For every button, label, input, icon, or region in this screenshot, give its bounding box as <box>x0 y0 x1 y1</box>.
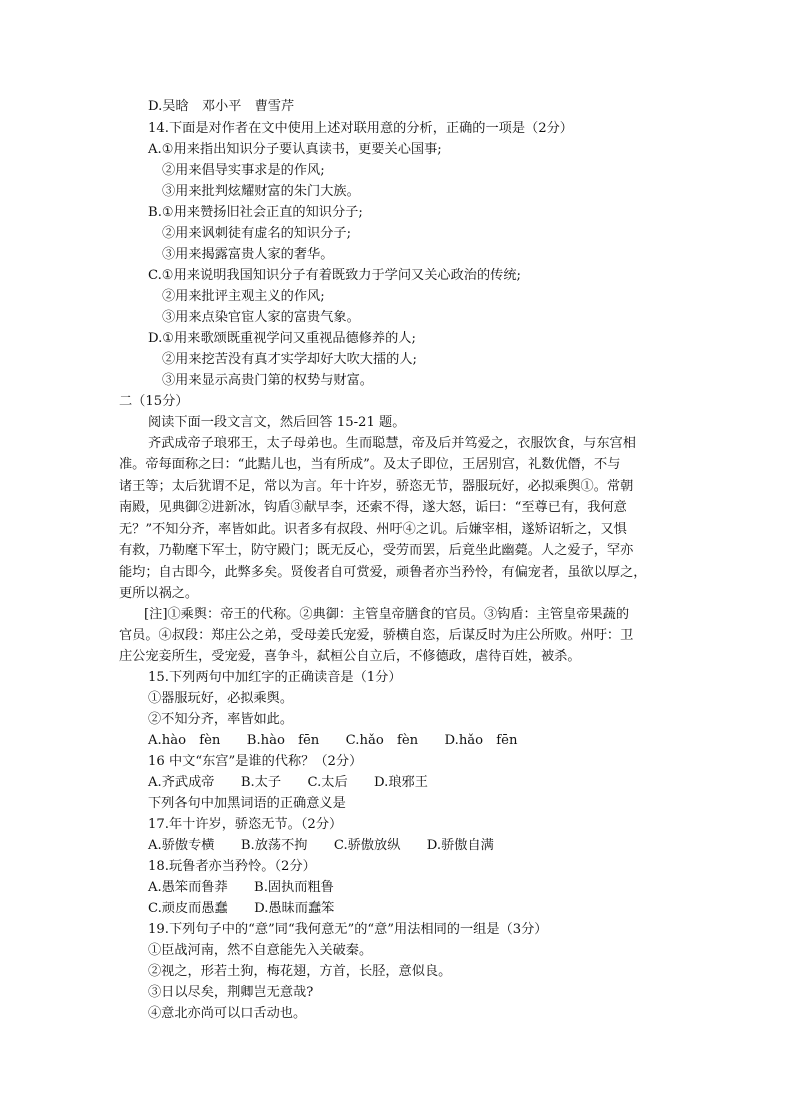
annotation-line: [注]①乘舆：帝王的代称。②典御：主管皇帝膳食的官员。③钩盾：主管皇帝果蔬的 <box>144 607 630 622</box>
text-line: ②用来批评主观主义的作风; <box>162 289 325 304</box>
text-line: D.①用来歌颂既重视学问又重视品德修养的人; <box>148 331 416 346</box>
text-line: ③用来揭露富贵人家的奢华。 <box>162 247 334 262</box>
text-line: C.顽皮而愚蠢 D.愚昧而蠢笨 <box>148 901 335 916</box>
text-line: ②用来挖苦没有真才实学却好大吹大擂的人; <box>162 352 418 367</box>
text-line: A.齐武成帝 B.太子 C.太后 D.琅邪王 <box>148 775 428 790</box>
text-line: C.①用来说明我国知识分子有着既致力于学问又关心政治的传统; <box>148 268 521 283</box>
section-heading: 二（15分） <box>119 394 189 409</box>
text-line: ②视之，形若土狗，梅花翅，方首，长胫，意似良。 <box>148 964 452 979</box>
passage-line: 齐武成帝子琅邪王，太子母弟也。生而聪慧，帝及后并笃爱之，衣服饮食，与东宫相 <box>148 436 636 451</box>
text-line: ②不知分齐，率皆如此。 <box>148 712 294 727</box>
text-line: A.骄傲专横 B.放荡不拘 C.骄傲放纵 D.骄傲自满 <box>148 838 494 853</box>
passage-line: 南殿，见典御②进新冰，钩盾③献早李，还索不得，遂大怒，诟曰：“至尊已有，我何意 <box>119 500 627 515</box>
text-line: ③用来显示高贵门第的权势与财富。 <box>162 373 373 388</box>
question-14: 14.下面是对作者在文中使用上述对联用意的分析，正确的一项是（2分） <box>148 121 573 136</box>
text-line: ②用来倡导实事求是的作风; <box>162 163 325 178</box>
passage-line: 诸王等；太后犹谓不足，常以为言。年十许岁，骄恣无节，器服玩好，必拟乘舆①。常朝 <box>119 479 634 494</box>
text-line: A.hào fèn B.hào fēn C.hǎo fèn D.hǎo fēn <box>148 733 518 748</box>
question-16: 16 中文“东宫”是谁的代称？（2分） <box>148 754 363 769</box>
passage-line: 无？”不知分齐，率皆如此。识者多有叔段、州吁④之讥。后嫌宰相，遂矫诏斩之，又惧 <box>119 522 627 537</box>
passage-line: 有救，乃勒麾下军士，防守殿门；既无反心，受劳而罢，后竟坐此幽薨。人之爱子，罕亦 <box>119 543 634 558</box>
text-line: 下列各句中加黑词语的正确意义是 <box>148 796 346 811</box>
text-line: B.①用来赞扬旧社会正直的知识分子; <box>148 205 363 220</box>
text-line: A.①用来指出知识分子要认真读书，更要关心国事; <box>148 142 442 157</box>
text-line: 阅读下面一段文言文，然后回答 15-21 题。 <box>148 415 406 430</box>
text-line: ①器服玩好，必拟乘舆。 <box>148 691 294 706</box>
text-line: D.吴晗 邓小平 曹雪芹 <box>148 99 295 114</box>
question-19: 19.下列句子中的“意”同“我何意无”的“意”用法相同的一组是（3分） <box>148 922 548 937</box>
passage-line: 准。帝每面称之曰：“此黠儿也，当有所成”。及太子即位，王居别宫，礼数优僭，不与 <box>119 457 621 472</box>
question-15: 15.下列两句中加红字的正确读音是（1分） <box>148 670 402 685</box>
question-18: 18.玩鲁者亦当矜怜。（2分） <box>148 859 316 874</box>
passage-line: 能均；自古即今，此弊多矣。贤俊者自可赏爱，顽鲁者亦当矜怜，有偏宠者，虽欲以厚之， <box>119 565 647 580</box>
text-line: ④意北亦尚可以口舌动也。 <box>148 1006 307 1021</box>
text-line: ③用来批判炫耀财富的朱门大族。 <box>162 184 360 199</box>
text-line: ②用来讽刺徒有虚名的知识分子; <box>162 226 352 241</box>
passage-line: 更所以祸之。 <box>119 586 199 601</box>
text-line: ③用来点染官宦人家的富贵气象。 <box>162 310 360 325</box>
text-line: A.愚笨而鲁莽 B.固执而粗鲁 <box>148 880 334 895</box>
annotation-line: 庄公宠妾所生，受宠爱，喜争斗，弑桓公自立后，不修德政，虐待百姓，被杀。 <box>119 649 581 664</box>
text-line: ①臣战河南，然不自意能先入关破秦。 <box>148 943 373 958</box>
annotation-line: 官员。④叔段：郑庄公之弟，受母姜氏宠爱，骄横自恣，后谋反时为庄公所败。州吁：卫 <box>119 628 634 643</box>
question-17: 17.年十许岁，骄恣无节。（2分） <box>148 817 343 832</box>
text-line: ③日以尽矣，荆卿岂无意哉? <box>148 985 314 1000</box>
